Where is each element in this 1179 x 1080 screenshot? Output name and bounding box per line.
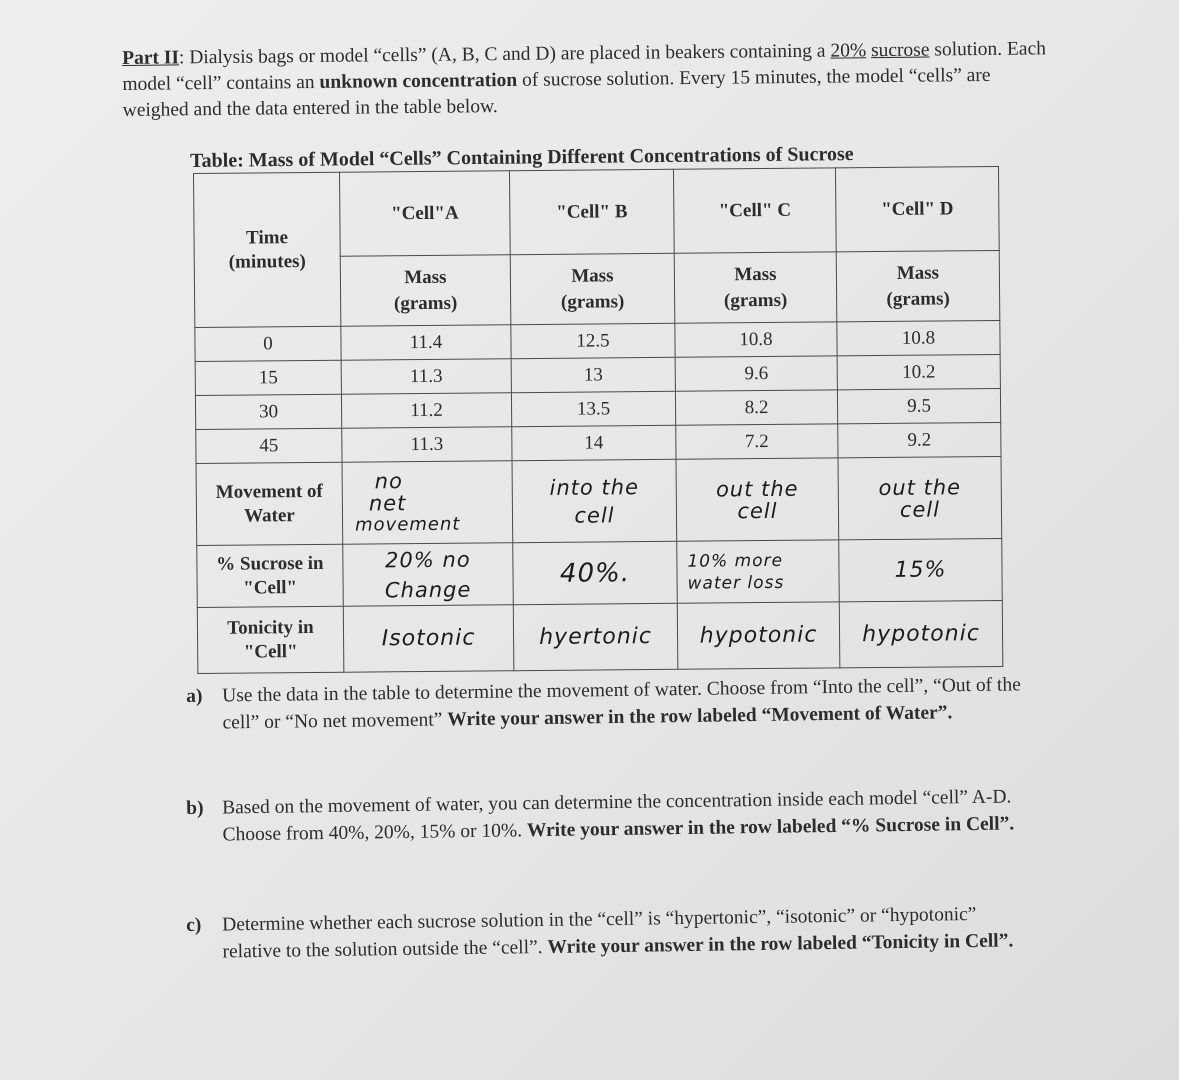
question-a: a) Use the data in the table to determine the movement of water. Choose from “Into the cell”, “Out of the cell” or “No net movement” Write your answer in the row labeled “Movement of Water”. <box>186 674 1021 734</box>
sucrose-d: 15% <box>839 538 1003 601</box>
table-row: 15 11.3 13 9.6 10.2 <box>195 354 1000 395</box>
sucrose-label: % Sucrose in "Cell" <box>197 544 344 607</box>
movement-a: no net movement <box>342 461 513 544</box>
mass-header: Mass (grams) <box>340 255 511 326</box>
sucrose-word: sucrose <box>870 39 930 62</box>
question-b: b) Based on the movement of water, you can determine the concentration inside each model “cell” A-D. Choose from 40%, 20%, 15% or 10%. Write your answer in the row labeled “% Sucrose in Cell”. <box>186 786 1015 846</box>
sucrose-c: 10% more water loss <box>677 540 840 603</box>
tonicity-row <box>197 600 1003 673</box>
mass-table <box>193 166 1002 673</box>
movement-d: out the cell <box>838 456 1002 539</box>
movement-label: Movement of Water <box>196 462 343 545</box>
sucrose-row <box>197 538 1003 607</box>
mass-header: Mass (grams) <box>510 253 675 324</box>
cell-a-header: "Cell"A <box>339 171 510 256</box>
part-label: Part II <box>122 47 180 69</box>
table-row: 45 11.3 14 7.2 9.2 <box>196 422 1001 463</box>
unknown-concentration: unknown concentration <box>319 69 518 93</box>
mass-header: Mass (grams) <box>836 250 1000 321</box>
table-row: 30 11.2 13.5 8.2 9.5 <box>195 388 1000 429</box>
tonicity-d: hypotonic <box>839 600 1003 667</box>
intro-text-3: of sucrose solution. Every 15 minutes, the model “cells” are weighed and the data entered in the table below. <box>122 64 991 121</box>
intro-text-2: solution. Each model “cell” contains an <box>122 38 1047 95</box>
intro-paragraph <box>122 36 1053 124</box>
cell-b-header: "Cell" B <box>509 169 674 254</box>
tonicity-a: Isotonic <box>343 605 514 672</box>
mass-header: Mass (grams) <box>674 252 837 323</box>
table-row: 0 11.4 12.5 10.8 10.8 <box>195 320 1000 361</box>
cell-d-header: "Cell" D <box>835 166 999 251</box>
sucrose-a: 20% no Change <box>343 543 514 606</box>
movement-row <box>196 456 1002 545</box>
tonicity-b: hyertonic <box>513 603 678 670</box>
movement-b: into the cell <box>512 459 677 542</box>
time-header: Time (minutes) <box>194 172 341 327</box>
question-c: c) Determine whether each sucrose solution in the “cell” is “hypertonic”, “isotonic” or “hypotonic” relative to the solution outside the “cell”. Write your answer in the row labeled “Tonicity in Cell”. <box>186 903 1014 963</box>
tonicity-c: hypotonic <box>677 602 840 669</box>
intro-text-1: : Dialysis bags or model “cells” (A, B, C and D) are placed in beakers containing a <box>178 40 831 69</box>
movement-c: out the cell <box>676 458 839 541</box>
concentration-20: 20% <box>830 40 867 62</box>
sucrose-b: 40%. <box>513 541 678 604</box>
cell-c-header: "Cell" C <box>673 168 836 253</box>
table-caption: Table: Mass of Model “Cells” Containing Different Concentrations of Sucrose <box>190 143 854 172</box>
tonicity-label: Tonicity in "Cell" <box>197 606 344 673</box>
